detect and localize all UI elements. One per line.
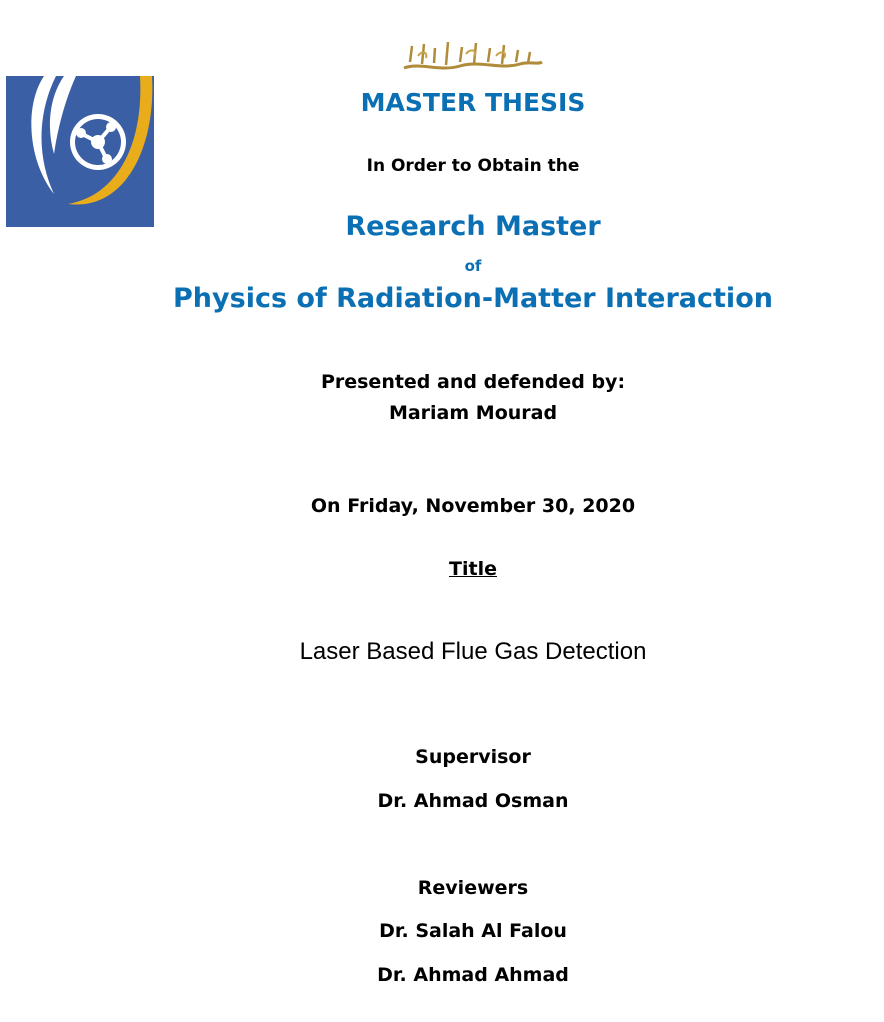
reviewer-name: Dr. Ahmad Ahmad <box>377 964 569 986</box>
title-label: Title <box>449 558 497 580</box>
defense-date: On Friday, November 30, 2020 <box>310 495 636 517</box>
presenter-label: Presented and defended by: <box>320 371 626 393</box>
thesis-heading: MASTER THESIS <box>360 88 586 117</box>
reviewers-label: Reviewers <box>417 877 529 899</box>
supervisor-name: Dr. Ahmad Osman <box>377 790 569 812</box>
obtain-subheading: In Order to Obtain the <box>366 156 580 176</box>
basmala-calligraphy <box>400 38 546 78</box>
degree-field: Physics of Radiation-Matter Interaction <box>173 283 773 314</box>
degree-name: Research Master <box>345 211 601 242</box>
reviewer-name: Dr. Salah Al Falou <box>379 920 567 942</box>
thesis-title: Laser Based Flue Gas Detection <box>299 638 647 665</box>
degree-connector: of <box>464 257 482 275</box>
presenter-name: Mariam Mourad <box>388 402 558 424</box>
supervisor-label: Supervisor <box>415 746 531 768</box>
